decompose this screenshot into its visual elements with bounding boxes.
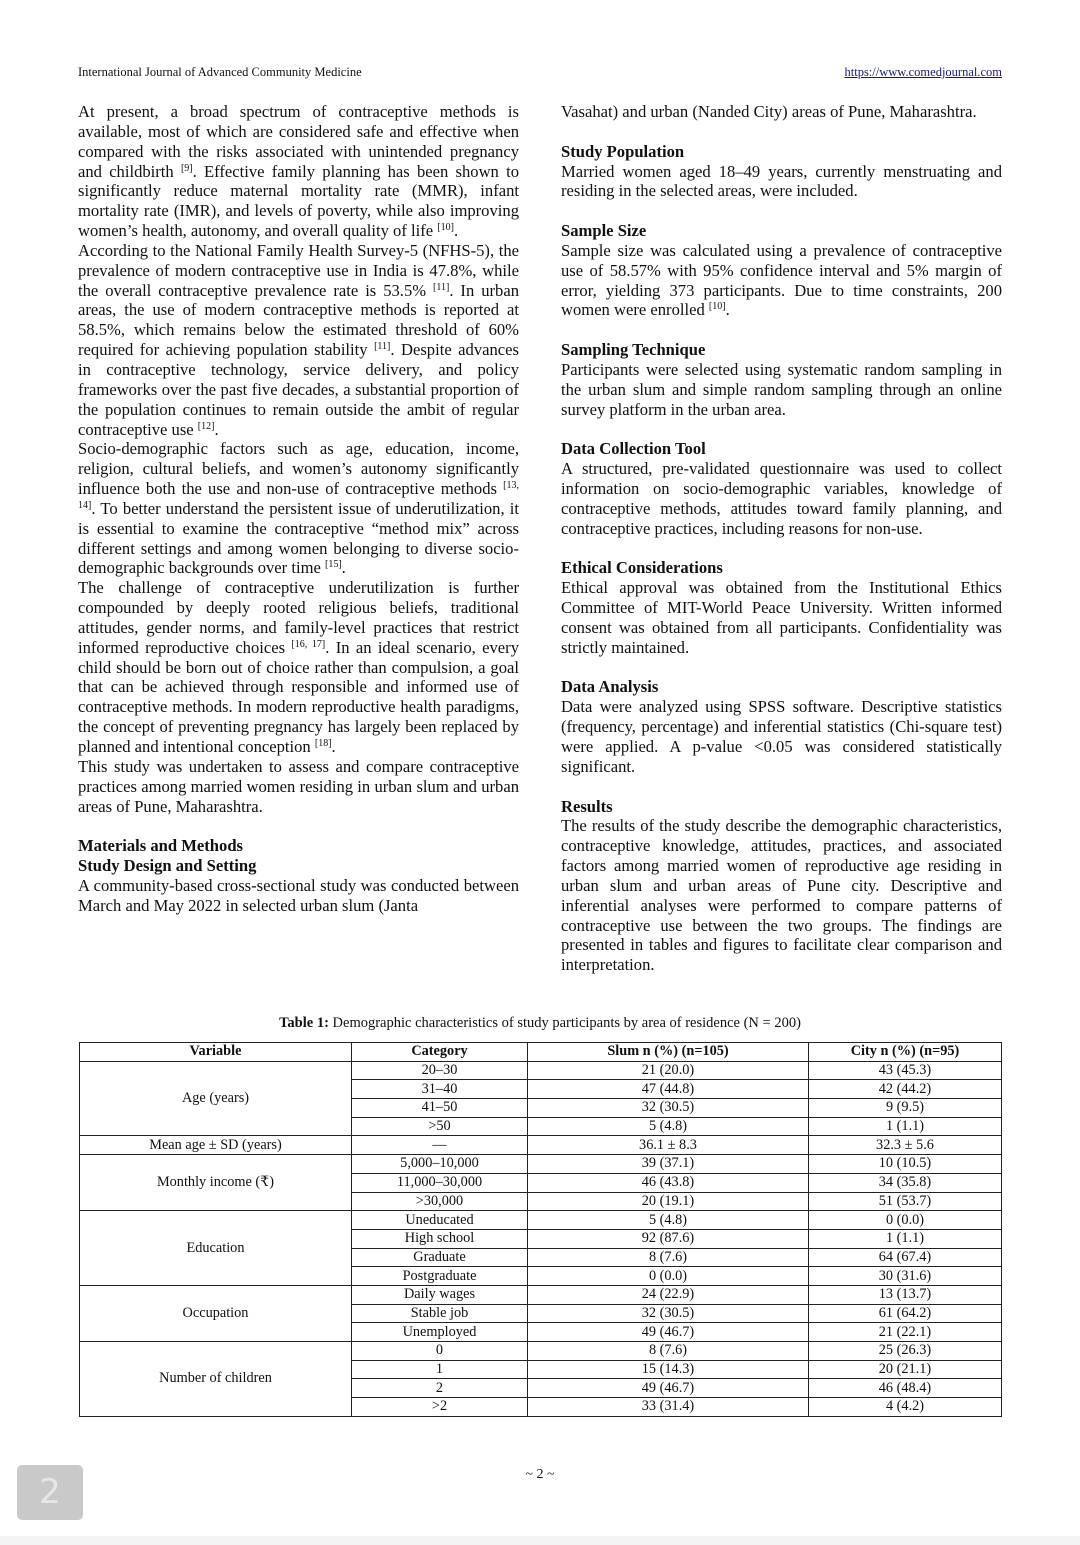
category-cell: >50 bbox=[352, 1117, 528, 1136]
study-design-continued: Vasahat) and urban (Nanded City) areas of Pune, Maharashtra. bbox=[561, 102, 977, 121]
table-row bbox=[80, 1061, 1002, 1080]
city-cell: 51 (53.7) bbox=[809, 1192, 1002, 1211]
citation: [13, 14] bbox=[78, 480, 519, 511]
slum-cell: 92 (87.6) bbox=[528, 1229, 809, 1248]
header-city: City n (%) (n=95) bbox=[809, 1043, 1002, 1062]
category-cell: Daily wages bbox=[352, 1285, 528, 1304]
right-column bbox=[561, 102, 1002, 975]
city-cell: 61 (64.2) bbox=[809, 1304, 1002, 1323]
category-cell: 11,000–30,000 bbox=[352, 1173, 528, 1192]
slum-cell: 8 (7.6) bbox=[528, 1248, 809, 1267]
sample-size-paragraph: Sample size was calculated using a prevalence of contraceptive use of 58.57% with 95% confidence interval and 5% margin of error, yielding 373 participants. Due to time constraints, 200 women were enrolled [10]. bbox=[561, 240, 1002, 320]
citation: [11] bbox=[374, 341, 391, 353]
variable-cell: Education bbox=[80, 1211, 352, 1286]
slum-cell: 33 (31.4) bbox=[528, 1398, 809, 1417]
city-cell: 32.3 ± 5.6 bbox=[809, 1136, 1002, 1155]
category-cell: 31–40 bbox=[352, 1080, 528, 1099]
citation: [16, 17] bbox=[291, 638, 326, 650]
heading-study-population: Study Population bbox=[561, 141, 685, 161]
variable-cell: Occupation bbox=[80, 1285, 352, 1341]
slum-cell: 24 (22.9) bbox=[528, 1285, 809, 1304]
slum-cell: 15 (14.3) bbox=[528, 1360, 809, 1379]
city-cell: 21 (22.1) bbox=[809, 1323, 1002, 1342]
category-cell: >30,000 bbox=[352, 1192, 528, 1211]
slum-cell: 0 (0.0) bbox=[528, 1267, 809, 1286]
category-cell: — bbox=[352, 1136, 528, 1155]
demographics-table bbox=[79, 1042, 1002, 1417]
citation: [12] bbox=[197, 420, 215, 432]
slum-cell: 21 (20.0) bbox=[528, 1061, 809, 1080]
table-label: Table 1: bbox=[279, 1015, 329, 1031]
category-cell: 2 bbox=[352, 1379, 528, 1398]
slum-cell: 5 (4.8) bbox=[528, 1117, 809, 1136]
heading-materials-methods: Materials and Methods bbox=[78, 836, 244, 856]
slum-cell: 46 (43.8) bbox=[528, 1173, 809, 1192]
left-column bbox=[78, 102, 519, 916]
city-cell: 30 (31.6) bbox=[809, 1267, 1002, 1286]
slum-cell: 20 (19.1) bbox=[528, 1192, 809, 1211]
slum-cell: 36.1 ± 8.3 bbox=[528, 1136, 809, 1155]
slum-cell: 49 (46.7) bbox=[528, 1379, 809, 1398]
page-number: ~ 2 ~ bbox=[525, 1467, 555, 1482]
city-cell: 4 (4.2) bbox=[809, 1398, 1002, 1417]
city-cell: 9 (9.5) bbox=[809, 1099, 1002, 1118]
category-cell: 0 bbox=[352, 1342, 528, 1361]
table-row bbox=[80, 1136, 1002, 1155]
table-header-row bbox=[80, 1043, 1002, 1062]
table-row bbox=[80, 1155, 1002, 1174]
header-variable: Variable bbox=[80, 1043, 352, 1062]
city-cell: 25 (26.3) bbox=[809, 1342, 1002, 1361]
heading-sample-size: Sample Size bbox=[561, 221, 647, 241]
city-cell: 1 (1.1) bbox=[809, 1117, 1002, 1136]
variable-cell: Number of children bbox=[80, 1342, 352, 1417]
data-analysis-paragraph: Data were analyzed using SPSS software. Descriptive statistics (frequency, percentage) and inferential statistics (Chi-square test) were applied. A p-value <0.05 was considered statistically significant. bbox=[561, 697, 1002, 776]
sampling-technique-paragraph: Participants were selected using systematic random sampling in the urban slum and simple random sampling through an online survey platform in the urban area. bbox=[561, 359, 1002, 419]
city-cell: 0 (0.0) bbox=[809, 1211, 1002, 1230]
study-population-paragraph: Married women aged 18–49 years, currently menstruating and residing in the selected areas, were included. bbox=[561, 161, 1002, 201]
variable-cell: Age (years) bbox=[80, 1061, 352, 1136]
category-cell: 1 bbox=[352, 1360, 528, 1379]
journal-url-link[interactable]: https://www.comedjournal.com bbox=[844, 65, 1002, 79]
intro-paragraph-5: This study was undertaken to assess and compare contraceptive practices among married women residing in urban slum and urban areas of Pune, Maharashtra. bbox=[78, 756, 519, 816]
heading-data-analysis: Data Analysis bbox=[561, 677, 659, 697]
city-cell: 64 (67.4) bbox=[809, 1248, 1002, 1267]
citation: [15] bbox=[325, 559, 342, 571]
city-cell: 42 (44.2) bbox=[809, 1080, 1002, 1099]
citation: [10] bbox=[437, 222, 454, 234]
slum-cell: 32 (30.5) bbox=[528, 1099, 809, 1118]
city-cell: 20 (21.1) bbox=[809, 1360, 1002, 1379]
slum-cell: 49 (46.7) bbox=[528, 1323, 809, 1342]
category-cell: Unemployed bbox=[352, 1323, 528, 1342]
category-cell: 41–50 bbox=[352, 1099, 528, 1118]
intro-paragraph-3: Socio-demographic factors such as age, education, income, religion, cultural beliefs, and women’s autonomy significantly influence both the use and non-use of contraceptive methods [13, 14]. To better understand the persistent issue of underutilization, it is essential to examine the contraceptive “method mix” across different settings and among women belonging to diverse socio-demographic backgrounds over time [15]. bbox=[78, 439, 519, 578]
results-paragraph: The results of the study describe the demographic characteristics, contraceptive knowledge, attitudes, practices, and associated factors among married women of reproductive age residing in urban slum and urban areas of Pune city. Descriptive and inferential analyses were performed to compare patterns of contraceptive use between the two groups. The findings are presented in tables and figures to facilitate clear comparison and interpretation. bbox=[561, 816, 1002, 975]
heading-data-collection-tool: Data Collection Tool bbox=[561, 439, 706, 459]
table-caption: Table 1: Demographic characteristics of study participants by area of residence (N = 200) bbox=[279, 1015, 801, 1031]
city-cell: 34 (35.8) bbox=[809, 1173, 1002, 1192]
variable-cell: Mean age ± SD (years) bbox=[80, 1136, 352, 1155]
page-indicator-badge[interactable]: 2 bbox=[17, 1465, 83, 1520]
category-cell: Postgraduate bbox=[352, 1267, 528, 1286]
variable-cell: Monthly income (₹) bbox=[80, 1155, 352, 1211]
ethics-paragraph: Ethical approval was obtained from the Institutional Ethics Committee of MIT-World Peace University. Written informed consent was obtained from all participants. Confidentiality was strictly maintained. bbox=[561, 578, 1002, 657]
city-cell: 1 (1.1) bbox=[809, 1229, 1002, 1248]
city-cell: 43 (45.3) bbox=[809, 1061, 1002, 1080]
slum-cell: 32 (30.5) bbox=[528, 1304, 809, 1323]
category-cell: 20–30 bbox=[352, 1061, 528, 1080]
category-cell: 5,000–10,000 bbox=[352, 1155, 528, 1174]
slum-cell: 5 (4.8) bbox=[528, 1211, 809, 1230]
category-cell: Stable job bbox=[352, 1304, 528, 1323]
category-cell: High school bbox=[352, 1229, 528, 1248]
intro-paragraph-4: The challenge of contraceptive underutilization is further compounded by deeply rooted religious beliefs, traditional attitudes, gender norms, and family-level practices that restrict informed reproductive choices [16, 17]. In an ideal scenario, every child should be born out of choice rather than compulsion, a goal that can be achieved through responsible and informed use of contraceptive methods. In modern reproductive health paradigms, the concept of preventing pregnancy has largely been replaced by planned and intentional conception [18]. bbox=[78, 578, 519, 756]
slum-cell: 8 (7.6) bbox=[528, 1342, 809, 1361]
citation: [10] bbox=[708, 301, 726, 313]
category-cell: Uneducated bbox=[352, 1211, 528, 1230]
heading-ethical-considerations: Ethical Considerations bbox=[561, 558, 723, 578]
heading-results: Results bbox=[561, 796, 613, 816]
table-row bbox=[80, 1285, 1002, 1304]
table-row bbox=[80, 1342, 1002, 1361]
slum-cell: 47 (44.8) bbox=[528, 1080, 809, 1099]
city-cell: 13 (13.7) bbox=[809, 1285, 1002, 1304]
citation: [18] bbox=[314, 738, 332, 749]
header-slum: Slum n (%) (n=105) bbox=[528, 1043, 809, 1062]
category-cell: >2 bbox=[352, 1398, 528, 1417]
header-category: Category bbox=[352, 1043, 528, 1062]
journal-name: International Journal of Advanced Community Medicine bbox=[78, 65, 362, 79]
intro-paragraph-1: At present, a broad spectrum of contraceptive methods is available, most of which are considered safe and effective when compared with the risks associated with unintended pregnancy and childbirth [9]. Effective family planning has been shown to significantly reduce maternal mortality rate (MMR), infant mortality rate (IMR), and levels of poverty, while also improving women’s health, autonomy, and overall quality of life [10]. bbox=[78, 102, 519, 241]
category-cell: Graduate bbox=[352, 1248, 528, 1267]
data-collection-paragraph: A structured, pre-validated questionnaire was used to collect information on socio-demographic variables, knowledge of contraceptive methods, attitudes toward family planning, and contraceptive practices, including reasons for non-use. bbox=[561, 459, 1002, 538]
study-design-paragraph: A community-based cross-sectional study was conducted between March and May 2022 in selected urban slum (Janta bbox=[78, 875, 519, 915]
intro-paragraph-2: According to the National Family Health Survey-5 (NFHS-5), the prevalence of modern contraceptive use in India is 47.8%, while the overall contraceptive prevalence rate is 53.5% [11]. In urban areas, the use of modern contraceptive methods is reported at 58.5%, which remains below the estimated threshold of 60% required for achieving population stability [11]. Despite advances in contraceptive technology, service delivery, and policy frameworks over the past five decades, a substantial proportion of the population continues to remain outside the ambit of regular contraceptive use [12]. bbox=[78, 240, 519, 439]
slum-cell: 39 (37.1) bbox=[528, 1155, 809, 1174]
heading-study-design: Study Design and Setting bbox=[78, 856, 257, 876]
city-cell: 46 (48.4) bbox=[809, 1379, 1002, 1398]
heading-sampling-technique: Sampling Technique bbox=[561, 340, 706, 360]
citation: [11] bbox=[433, 281, 450, 293]
table-row bbox=[80, 1211, 1002, 1230]
city-cell: 10 (10.5) bbox=[809, 1155, 1002, 1174]
citation: [9] bbox=[180, 162, 193, 174]
